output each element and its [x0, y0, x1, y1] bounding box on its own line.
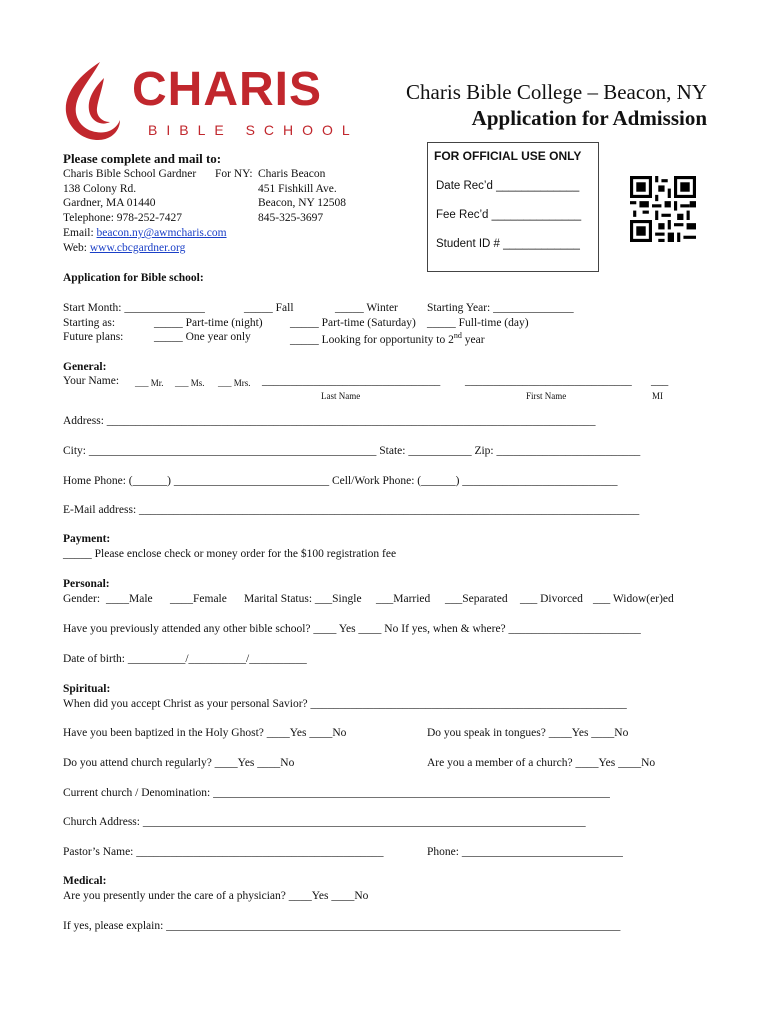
personal-heading: Personal:	[63, 578, 110, 590]
city-state-zip-field[interactable]: City: __________________________________________________ State: ___________ Zip: _________________________	[63, 445, 641, 457]
pastor-phone-field[interactable]: Phone: ____________________________	[427, 846, 623, 858]
official-use-box	[427, 142, 599, 272]
pastor-name-field[interactable]: Pastor’s Name: ___________________________________________	[63, 846, 384, 858]
first-name-caption: First Name	[526, 391, 567, 401]
single-option[interactable]: Marital Status: ___Single	[244, 593, 362, 605]
gardner-line-3: Gardner, MA 01440	[63, 197, 156, 209]
married-option[interactable]: ___Married	[376, 593, 431, 605]
charis-logo	[60, 60, 360, 142]
ny-label: For NY:	[215, 168, 253, 180]
document-title: Charis Bible College – Beacon, NY	[406, 80, 707, 104]
previous-school-field[interactable]: Have you previously attended any other bible school? ____ Yes ____ No If yes, when & where? _______________________	[63, 623, 641, 635]
denomination-field[interactable]: Current church / Denomination: _____________________________________________________________________	[63, 787, 610, 799]
future-plans-label: Future plans:	[63, 331, 124, 343]
gardner-line-1: Charis Bible School Gardner	[63, 168, 197, 180]
church-address-field[interactable]: Church Address: _____________________________________________________________________________	[63, 816, 586, 828]
part-time-night-option[interactable]: _____ Part-time (night)	[154, 317, 263, 329]
mrs-option[interactable]: ___ Mrs.	[218, 378, 251, 388]
address-field[interactable]: Address: _____________________________________________________________________________________	[63, 415, 596, 427]
second-year-text: _____ Looking for opportunity to 2	[290, 333, 454, 346]
mi-field[interactable]: ___	[651, 375, 669, 387]
first-name-field[interactable]: _____________________________	[465, 375, 632, 387]
divorced-option[interactable]: ___ Divorced	[520, 593, 583, 605]
second-year-sup: nd	[453, 331, 462, 340]
savior-field[interactable]: When did you accept Christ as your personal Savior? _______________________________________________________	[63, 698, 627, 710]
web-link[interactable]: www.cbcgardner.org	[89, 242, 186, 254]
explain-field[interactable]: If yes, please explain: _______________________________________________________________________________	[63, 920, 621, 932]
ny-line-4: 845-325-3697	[258, 212, 324, 224]
mi-caption: MI	[652, 391, 663, 401]
date-of-birth-field[interactable]: Date of birth: __________/__________/__________	[63, 653, 307, 665]
full-time-option[interactable]: _____ Full-time (day)	[427, 317, 529, 329]
email-line	[63, 227, 227, 239]
mail-heading: Please complete and mail to:	[63, 151, 222, 166]
church-member-field[interactable]: Are you a member of a church? ____Yes ____No	[427, 757, 656, 769]
phone-field[interactable]: Home Phone: (______) ___________________________ Cell/Work Phone: (______) ___________________________	[63, 475, 618, 487]
second-year-option[interactable]	[290, 331, 485, 346]
email-link[interactable]: beacon.ny@awmcharis.com	[96, 227, 227, 239]
last-name-caption: Last Name	[321, 391, 361, 401]
tongues-field[interactable]: Do you speak in tongues? ____Yes ____No	[427, 727, 629, 739]
email-address-field[interactable]: E-Mail address: _______________________________________________________________________________________	[63, 504, 640, 516]
male-option[interactable]: ____Male	[106, 593, 153, 605]
date-received-field[interactable]: Date Rec’d _____________	[436, 180, 580, 192]
flame-logo-icon	[60, 60, 122, 142]
logo-subtitle: BIBLE SCHOOL	[148, 122, 359, 138]
ms-option[interactable]: ___ Ms.	[175, 378, 205, 388]
ny-line-2: 451 Fishkill Ave.	[258, 183, 337, 195]
email-label: Email:	[63, 227, 97, 239]
student-id-field[interactable]: Student ID # ____________	[436, 238, 580, 250]
baptized-field[interactable]: Have you been baptized in the Holy Ghost? ____Yes ____No	[63, 727, 347, 739]
general-heading: General:	[63, 361, 107, 373]
winter-option[interactable]: _____ Winter	[335, 302, 398, 314]
payment-heading: Payment:	[63, 533, 111, 545]
part-time-saturday-option[interactable]: _____ Part-time (Saturday)	[290, 317, 416, 329]
last-name-field[interactable]: _______________________________	[262, 375, 441, 387]
ny-line-3: Beacon, NY 12508	[258, 197, 347, 209]
payment-check-option[interactable]: _____ Please enclose check or money order for the $100 registration fee	[63, 548, 397, 560]
spiritual-heading: Spiritual:	[63, 683, 111, 695]
starting-as-label: Starting as:	[63, 317, 116, 329]
gardner-line-4: Telephone: 978-252-7427	[63, 212, 182, 224]
gardner-line-2: 138 Colony Rd.	[63, 183, 137, 195]
separated-option[interactable]: ___Separated	[445, 593, 508, 605]
document-subtitle: Application for Admission	[471, 106, 707, 130]
one-year-option[interactable]: _____ One year only	[154, 331, 251, 343]
church-attend-field[interactable]: Do you attend church regularly? ____Yes ____No	[63, 757, 295, 769]
second-year-tail: year	[461, 333, 485, 346]
gender-label: Gender:	[63, 593, 101, 605]
fee-received-field[interactable]: Fee Rec’d ______________	[436, 209, 582, 221]
ny-line-1: Charis Beacon	[258, 168, 326, 180]
mr-option[interactable]: ___ Mr.	[135, 378, 164, 388]
name-label: Your Name:	[63, 375, 120, 387]
medical-heading: Medical:	[63, 875, 107, 887]
widowed-option[interactable]: ___ Widow(er)ed	[593, 593, 674, 605]
web-line	[63, 242, 185, 254]
start-month-field[interactable]: Start Month: ______________	[63, 302, 205, 314]
official-heading: FOR OFFICIAL USE ONLY	[434, 149, 582, 163]
starting-year-field[interactable]: Starting Year: ______________	[427, 302, 574, 314]
physician-field[interactable]: Are you presently under the care of a physician? ____Yes ____No	[63, 890, 369, 902]
web-label: Web:	[63, 242, 90, 254]
application-heading: Application for Bible school:	[63, 272, 204, 284]
female-option[interactable]: ____Female	[170, 593, 227, 605]
fall-option[interactable]: _____ Fall	[244, 302, 294, 314]
logo-brand: CHARIS	[132, 63, 323, 116]
name-row	[63, 375, 119, 387]
qr-code-icon	[630, 176, 696, 242]
